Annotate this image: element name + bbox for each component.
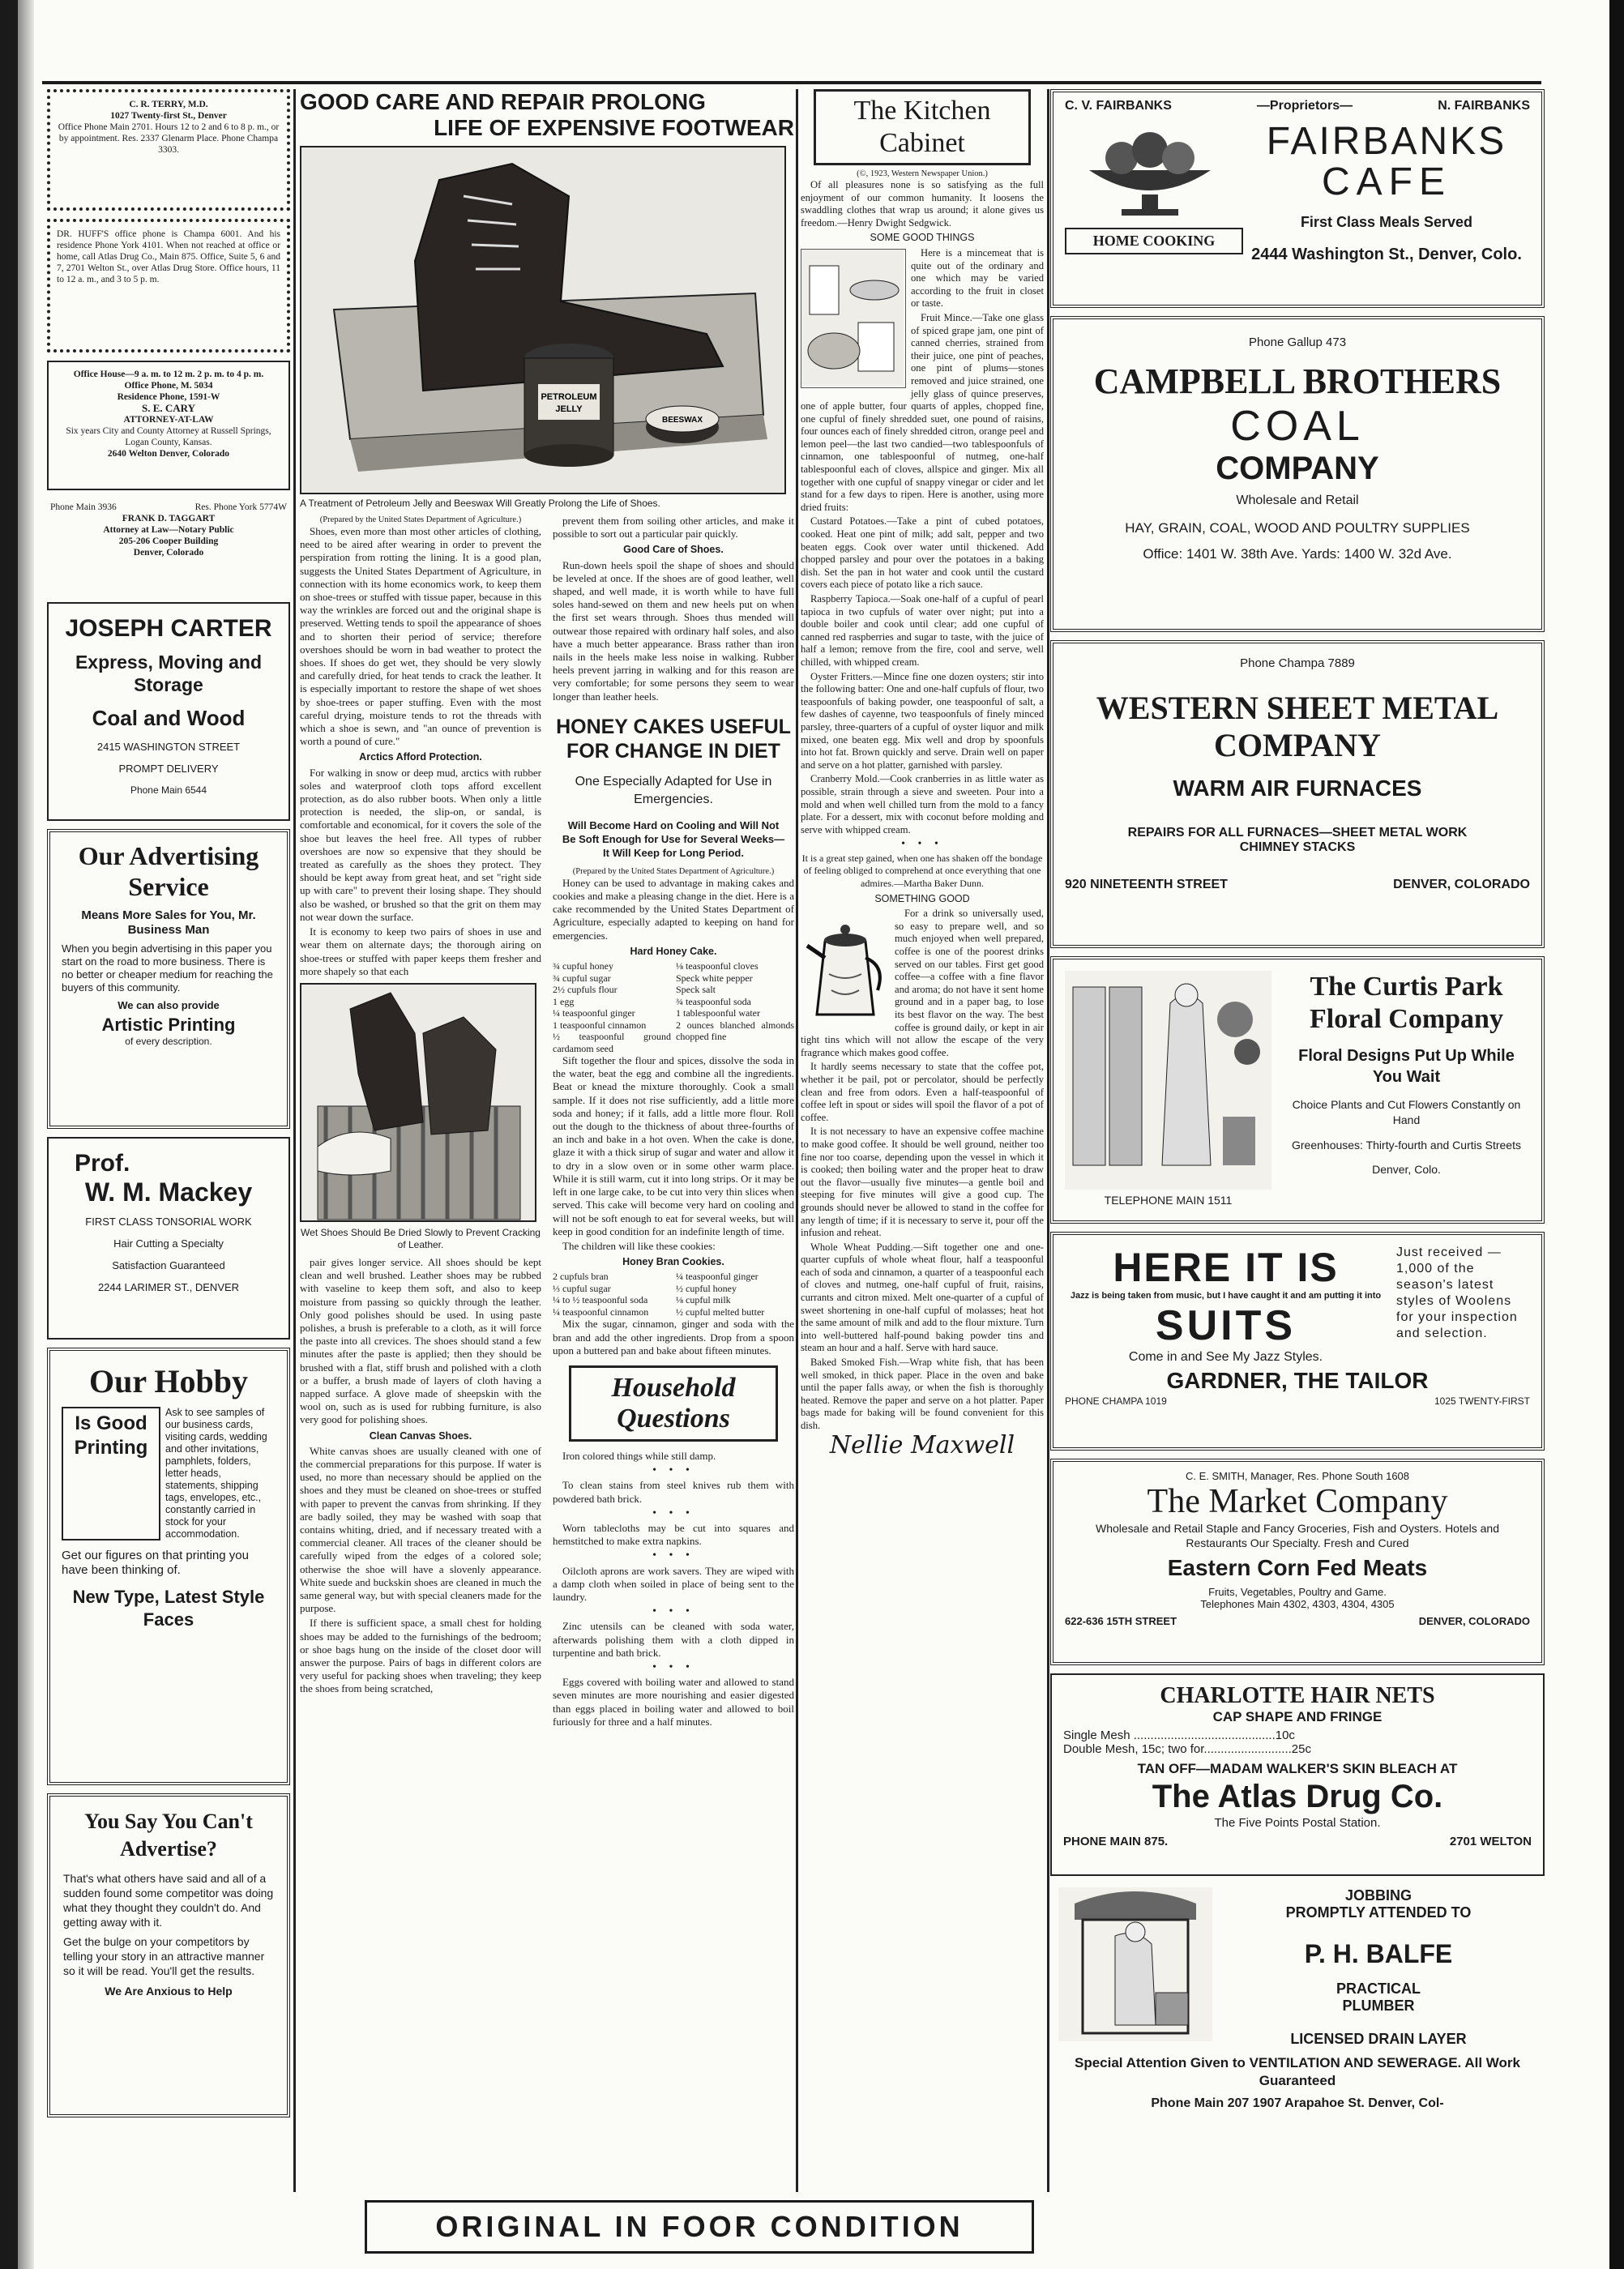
column-kitchen-cabinet: The Kitchen Cabinet (©, 1923, Western Newspaper Union.) Of all pleasures none is so satisfying as the full enjoyment of our common humanity. It loosens the swaddling clothes that wrap us around; it alone gives us freedom.—Henry Dwight Sedgwick. SOME GOOD THINGS Here is a mincemeat that is quite out of the ordinary and one which may be varied according to the fruit in closet or taste. Fruit Mince.—Take one glass of spiced grape jam, one pint of canned cherries, strained from their juice, one pint of peaches, one pint of plums—stones removed and juice strained, one jelly glass of quince preserves, one of apple butter, four quarts of apples, chopped fine, one cupful of finely shredded suet, one pound of raisins, four ounces each of finely shredded citron, orange peel and lemon peel—the last two candied—two tablespoonfuls of cinnamon, one tablespoonful of nutmeg, one-half tablespoonful each of cloves, allspice and ginger. Mix all together with one cupful of snappy vinegar or cider and let stand for a few days to ripen. Here is another, using more dried fruits: Custard Potatoes.—Take a pint of cubed potatoes, cooked. Heat one pint of milk; add salt, pepper and two beaten eggs. Cook over water until thickened. Add chopped parsley and pour over the potatoes in a baking dish. Set the pan in hot water and cook until the custard covers each piece of potato like a rich sauce. Raspberry Tapioca.—Soak one-half of a cupful of pearl tapioca in two cupfuls of water over night; put into a double boiler and cook until clear; add one cupful of canned red raspberries and sugar to taste, with the juice of half a lemon; remove from the fire, cool and serve, well chilled, with whipped cream. Oyster Fritters.—Mince fine one dozen oysters; stir into the following batter: One and one-half cupfuls of flour, two teaspoonfuls of baking powder, one teaspoonful of salt, a few dashes of cayenne, two teaspoonfuls of finely minced parsley, three-quarters of a cupful of oyster liquor and milk mixed, one beaten egg. Mix well and drop by spoonfuls into hot fat. Brown quickly and serve. Drain well on paper and serve on a hot platter, garnished with parsley. Cranberry Mold.—Cook cranberries in as little water as possible, strain through a sieve and sweeten. Pour into a mold and when well chilled turn from the mold to a fancy plate. For a dessert, mix with coconut before molding and serve with whipped cream. • • • It is a great step gained, when one has shaken off the bondage of feeling obliged to comprehend at once everything that one admires.—Martha Baker Dunn. SOMETHING GOOD For a drink so universally used, so easy to prepare well, and so much enjoyed when well prepared, coffee is one of the poorest drinks served on our tables. First get good coffee—a coffee with a fine flavor and aroma; do not have it sent home ground and in a paper bag, to lose its best flavor on the way. The best coffee is ground daily, or kept in air tight tins which will not allow the escape of the very fragrance which makes good coffee. It hardly seems necessary to state that the coffee pot, whether it be pail, pot or percolator, should be perfectly clean and free from odors. Even a half-teaspoonful of coffee left in spout or sides will spoil the flavor of a pot of coffee. It is not necessary to have an expensive coffee machine to make good coffee. It should be well ground, neither too fine nor too coarse, depending upon the vessel in which it is cooked; then boiling water and the proper heat to draw out the flavor—usually five minutes—a gentle boil and steeping for five minutes will give a good cup. The grounds should never be allowed to stand in the coffee for any length of time; if it is necessary to serve it, pour off the infusion and reheat. Whole Wheat Pudding.—Sift together one and one-quarter cupfuls of whole wheat flour, half a teaspoonful each of soda and cinnamon, a quarter of a teaspoonful each of cloves and nutmeg, one-half cupful of fruit, raisins, currants and citron mixed. Melt one-quarter of a cupful of sweet shortening in one-half cupful of molasses; heat hot the same amount of milk and add to the flour mixture. Turn into well-buttered half-pound baking powder tins and steam an hour and a half. Serve with hard sauce. Baked Smoked Fish.—Wrap white fish, that has been well smoked, in thick paper. Place in the oven and bake until the paper falls away, or when the fish is thoroughly heated. Remove the paper and serve on a hot platter. Paper bags made for baking will be found convenient for this dish. Nellie Maxwell (801, 89, 1044, 1451)
advertising-service-ad: Our Advertising Service Means More Sales for You, Mr. Business Man When you begin advertising in this paper you start on the road to more business. There is no better or cheaper medium for reaching the buyers of this community. We can also provide Artistic Printing of every description. (47, 829, 290, 1129)
footwear-headline-2: LIFE OF EXPENSIVE FOOTWEAR (434, 115, 794, 140)
balfe-plumber-ad: JOBBING PROMPTLY ATTENDED TO P. H. BALFE PRACTICAL PLUMBER LICENSED DRAIN LAYER Special Attention Given to VENTILATION AND SEWERAGE. All Work Guaranteed Phone Main 207 1907 Arapahoe St. Denver, Col- (1050, 1884, 1545, 2109)
atlas-drug-ad: CHARLOTTE HAIR NETS CAP SHAPE AND FRINGE Single Mesh ..........................................10c Double Mesh, 15c; two for..........................25c TAN OFF—MADAM WALKER'S SKIN BLEACH AT The Atlas Drug Co. The Five Points Postal Station. PHONE MAIN 875. 2701 WELTON (1050, 1673, 1545, 1876)
footwear-headline-1: GOOD CARE AND REPAIR PROLONG (300, 89, 706, 114)
jar-label-text: PETROLEUM (541, 392, 597, 402)
column-rule-3 (1047, 89, 1049, 2192)
scan-edge-left (0, 0, 18, 2269)
column-rule-1 (293, 89, 296, 2192)
scan-edge-shadow (18, 0, 34, 2269)
taggart-card: Phone Main 3936 Res. Phone York 5774W FRANK D. TAGGART Attorney at Law—Notary Public 205-206 Cooper Building Denver, Colorado (50, 502, 287, 558)
cary-card: Office House—9 a. m. to 12 m. 2 p. m. to 4 p. m. Office Phone, M. 5034 Residence Phone, 1591-W S. E. CARY ATTORNEY-AT-LAW Six years City and County Attorney at Russell Springs, Logan County, Kansas. 2640 Welton Denver, Colorado (47, 361, 290, 490)
column-ads-left (47, 89, 290, 2126)
our-hobby-ad: Our Hobby Is Good Printing Ask to see samples of our business cards, visiting cards, wedding and other invitations, pamphlets, folders, letter heads, statements, shipping tags, envelopes, etc., constantly carried in stock for your accommodation. Get our figures on that printing you have been thinking of. New Type, Latest Style Faces (47, 1348, 290, 1785)
western-sheet-metal-ad: Phone Champa 7889 WESTERN SHEET METAL COMPANY WARM AIR FURNACES REPAIRS FOR ALL FURNACES—SHEET METAL WORK CHIMNEY STACKS 920 NINETEENTH STREET DENVER, COLORADO (1050, 640, 1545, 948)
author-signature: Nellie Maxwell (829, 1430, 1015, 1459)
honey-bran-cookie-ingredients: 2 cupfuls bran ⅓ cupful sugar ¼ to ½ teaspoonful soda ¼ teaspoonful cinnamon ¼ teaspoonful ginger ½ cupful honey ⅛ cupful milk ½ cupful melted butter (553, 1271, 765, 1318)
mackey-ad: Prof. W. M. Mackey FIRST CLASS TONSORIAL WORK Hair Cutting a Specialty Satisfaction Guaranteed 2244 LARIMER ST., DENVER (47, 1137, 290, 1340)
honey-headline-2: FOR CHANGE IN DIET (566, 739, 780, 763)
shoe-illustration (300, 146, 786, 494)
florist-illustration (1065, 971, 1271, 1190)
campbell-coal-ad: Phone Gallup 473 CAMPBELL BROTHERS COAL COMPANY Wholesale and Retail HAY, GRAIN, COAL, WOOD AND POULTRY SUPPLIES Office: 1401 W. 38th Ave. Yards: 1400 W. 32d Ave. (1050, 316, 1545, 632)
carter-ad: JOSEPH CARTER Express, Moving and Storage Coal and Wood 2415 WASHINGTON STREET PROMPT DELIVERY Phone Main 6544 (47, 602, 290, 821)
home-cooking-label: HOME COOKING (1065, 228, 1243, 254)
top-rule (42, 81, 1541, 84)
footwear-right-column: prevent them from soiling other articles, and make it possible to sort out a particular pair quickly. Good Care of Shoes. Run-down heels spoil the shape of shoes and should be leveled at once. If the shoes are of good leather, well shaped, and well made, it is worth while to have full soles hand-sewed on them and new heels put on when the first set wears through. Shoes thus mended will outwear those repaired with ordinary half soles, and also have a much better appearance. Brass rather than iron nails in the heels make less noise in walking. Rubber heels prevent jarring in walking and for this reason are very comfortable; for some persons they seem to wear longer than leather heels. HONEY CAKES USEFUL FOR CHANGE IN DIET One Especially Adapted for Use in Emergencies. Will Become Hard on Cooling and Will Not Be Soft Enough for Use for Several Weeks—It Will Keep for Long Period. (Prepared by the United States Department of Agriculture.) Honey can be used to advantage in making cakes and cookies and make a pleasing change in the diet. Here is a cake recommended by the United States Department of Agriculture, especially adapted to keeping on hand for emergencies. Hard Honey Cake. ¾ cupful honey ¾ cupful sugar 2½ cupfuls flour 1 egg ¼ teaspoonful ginger 1 teaspoonful cinnamon ½ teaspoonful ground cardamom seed ⅛ teaspoonful cloves Speck white pepper Speck salt ¾ teaspoonful soda 1 tablespoonful water 2 ounces blanched almonds chopped fine Sift together the flour and spices, dissolve the soda in the water, beat the egg and combine all the ingredients. Beat or knead the mixture thoroughly. Cook a small sample. If it does not rise sufficiently, add a little more soda and honey; if it falls, add a little more flour. Roll out the dough to the thickness of about three-fourths of an inch and bake in a hot oven. When the cake is done, glaze it with a thick sirup of sugar and water and allow it to dry in a slow oven or in some other warm place. While it is still warm, cut it into long strips. Or it may be left in one large cake, to be cut into very thin slices when served. This cake will become very hard on cooling and will not be soft enough to eat for several weeks, but will keep in good condition for an indefinite length of time. The children will like these cookies: Honey Bran Cookies. 2 cupfuls bran ⅓ cupful sugar ¼ to ½ teaspoonful soda ¼ teaspoonful cinnamon ¼ teaspoonful ginger ½ cupful honey ⅛ cupful milk ½ cupful melted butter Mix the sugar, cinnamon, ginger and soda with the bran and add the other ingredients. Drop from a spoon upon a buttered pan and bake about fifteen minutes. Household Questions Iron colored things while still damp. • • • To clean stains from steel knives rub them with powdered bath brick. • • • Worn tablecloths may be cut into squares and hemstitched to make extra napkins. • • • Oilcloth aprons are work savers. They are wiped with a damp cloth when soiled in place of being sent to the laundry. • • • Zinc utensils can be cleaned with soda water, afterwards polishing them with a cloth dipped in turpentine and bath brick. • • • Eggs covered with boiling water and allowed to stand seven minutes are more nourishing and easier digested than eggs placed in boiling water and allowed to boil furiously for three and a half minutes. (553, 515, 794, 1728)
tin-label-text: BEESWAX (661, 416, 703, 425)
column-articles (300, 89, 794, 1730)
honey-headline-1: HONEY CAKES USEFUL (556, 715, 791, 738)
column-ads-right (1050, 89, 1545, 2109)
coffee-pot-illustration (801, 909, 890, 1031)
terry-card: C. R. TERRY, M.D. 1027 Twenty-first St., Denver Office Phone Main 2701. Hours 12 to 2 and 6 to 8 p. m., or by appointment. Res. 2337 Glenarm Place. Phone Champa 3303. (47, 89, 290, 211)
shoe-caption: A Treatment of Petroleum Jelly and Beeswax Will Greatly Prolong the Life of Shoes. (300, 498, 660, 509)
drying-shoes-illustration (300, 983, 536, 1222)
hard-honey-cake-ingredients: ¾ cupful honey ¾ cupful sugar 2½ cupfuls flour 1 egg ¼ teaspoonful ginger 1 teaspoonful cinnamon ½ teaspoonful ground cardamom seed ⅛ teaspoonful cloves Speck white pepper Speck salt ¾ teaspoonful soda 1 tablespoonful water 2 ounces blanched almonds chopped fine (553, 960, 794, 1054)
kitchen-cabinet-title: The Kitchen Cabinet (814, 89, 1031, 165)
scan-edge-right (1609, 0, 1624, 2269)
fairbanks-cafe-ad: C. V. FAIRBANKS —Proprietors— N. FAIRBANKS HOME COOKING FAIRBANKS CAFE First Class Meals Served 2444 Washington St., Denver, Colo. (1050, 89, 1545, 308)
huff-card: DR. HUFF'S office phone is Champa 6001. And his residence Phone York 4101. When not reached at office or home, call Atlas Drug Co., Main 875. Office, Suite 5, 6 and 7, 2701 Welton St., over Atlas Drug Store. Office hours, 11 to 12 a. m., and 3 to 5 p. m. (47, 219, 290, 353)
plumber-illustration (1058, 1887, 1212, 2041)
kitchen-utensils-illustration (801, 249, 906, 388)
household-questions-banner: Household Questions (569, 1365, 778, 1442)
poor-condition-banner: ORIGINAL IN FOOR CONDITION (365, 2200, 1034, 2254)
gardner-tailor-ad: HERE IT IS Jazz is being taken from music, but I have caught it and am putting it into SUITS Come in and See My Jazz Styles. Just received —1,000 of the season's latest styles of Woolens for your inspection and selection. GARDNER, THE TAILOR PHONE CHAMPA 1019 1025 TWENTY-FIRST (1050, 1232, 1545, 1451)
fruit-bowl-illustration (1065, 122, 1235, 219)
you-say-ad: You Say You Can't Advertise? That's what others have said and all of a sudden found some competitor was doing what they thought they couldn't do. And getting away with it. Get the bulge on your competitors by telling your story in an attractive manner so it will be read. You'll get the results. We Are Anxious to Help (47, 1793, 290, 2117)
column-rule-2 (796, 89, 798, 2192)
svg-text:JELLY: JELLY (555, 404, 583, 414)
market-company-ad: C. E. SMITH, Manager, Res. Phone South 1608 The Market Company Wholesale and Retail Staple and Fancy Groceries, Fish and Oysters. Hotels and Restaurants Our Specialty. Fresh and Cured Eastern Corn Fed Meats Fruits, Vegetables, Poultry and Game. Telephones Main 4302, 4303, 4304, 4305 622-636 15TH STREET DENVER, COLORADO (1050, 1459, 1545, 1665)
curtis-park-floral-ad: TELEPHONE MAIN 1511 The Curtis Park Floral Company Floral Designs Put Up While You Wait Choice Plants and Cut Flowers Constantly on Hand Greenhouses: Thirty-fourth and Curtis Streets Denver, Colo. (1050, 956, 1545, 1224)
footwear-left-column: (Prepared by the United States Department of Agriculture.) Shoes, even more than most other articles of clothing, need to be aired after wearing in order to prevent the perspiration from rotting the lining. It is a good plan, suggests the United States Department of Agriculture, in connection with its home economics work, to keep them on shoe-trees or stuffed with tissue paper, because in this way the wrinkles are forced out and the original shape is preserved. Wetting tends to spoil the appearance of shoes and to shorten their period of service; therefore overshoes should be worn in bad weather to protect the shoes. If shoes do get wet, they should be very slowly and carefully dried, for heat tends to crack the leather. It is especially important to restore the shape of wet shoes by shoe-trees or paper stuffing. Even with the most careful drying, moisture tends to rot the threads with which a shoe is sewn, and "an ounce of prevention is worth a pound of cure." Arctics Afford Protection. For walking in snow or deep mud, arctics with rubber soles and waterproof cloth tops afford excellent protection, as do also rubber boots. When only a little protection is needed, the slip-on, or sandal, is comfortable and economical, for it covers the sole of the shoe but leaves the heel free. All types of rubber overshoes are now so expensive that they should be treated as carefully as the shoes they protect. They should be kept away from great heat, and set "right side up with care" to prevent their losing shape. They should also be washed, or brushed so that the grit on them may not wear down the surface. It is economy to keep two pairs of shoes in use and wear them on alternate days; the thorough airing on shoe-trees or stuffed with paper keeps them fresher and more shapely so that each Wet Shoes Should Be Dried Slowly to Prevent Cracking of Leather. pair gives longer service. All shoes should be kept clean and well brushed. Leather shoes may be rubbed with vaseline to keep them soft, and also to keep moisture from passing so quickly through the leather. Only good polishes should be used. In using paste polishes, a brush is preferable to a cloth, as it will force the paste into all crevices. The shoes should stand a few minutes after the paste is applied; then they should be brushed with a flat, stiff brush and polished with a cloth or a buffer, a brush made of layers of cloth having a napped surface. A glove made of sheepskin with the wool on, such as is used for rubbing furniture, is also very good for polishing shoes. Clean Canvas Shoes. White canvas shoes are usually cleaned with one of the commercial preparations for this purpose. If water is used, no more than necessary should be applied on the shoes and they must be cleaned on shoe-trees or stuffed with paper to prevent the canvas from shrinking. If they are badly soiled, they may be washed with soap that contains whiting, dried, and if necessary treated with a commercial cleaner. All traces of the cleaner should be carefully wiped from the edges of a colored sole; otherwise the shoe will have a slovenly appearance. White suede and buckskin shoes are cleaned in much the same general way, but with special cleaners made for the purpose. If there is sufficient space, a small chest for holding shoes may be added to the furnishings of the bedroom; or shoe bags hung on the inside of the closet door will answer the purpose. Pairs of bags in different colors are very useful for packing shoes when traveling; they keep the shoes from being scratched, (300, 515, 541, 1695)
